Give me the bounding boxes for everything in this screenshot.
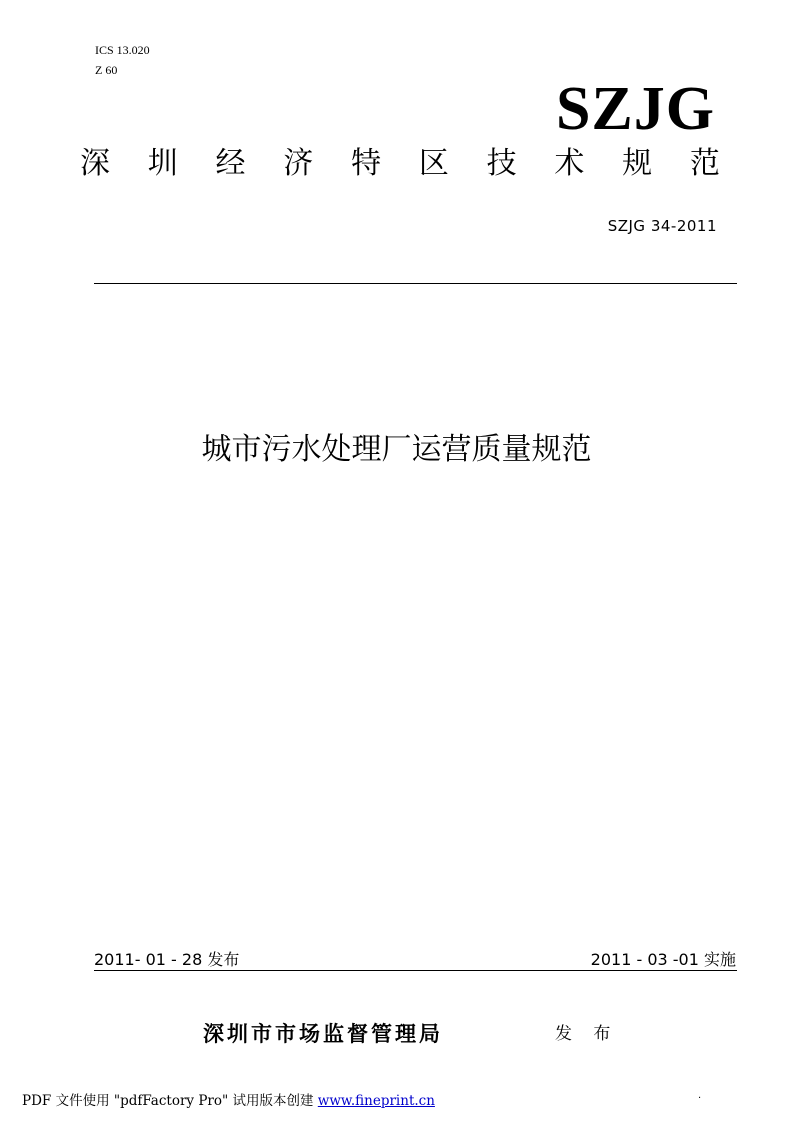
org-char: 特	[351, 146, 382, 181]
header-divider	[94, 283, 737, 284]
org-char: 圳	[147, 146, 178, 181]
org-char: 深	[80, 146, 110, 181]
implement-date: 2011 - 03 -01 实施	[590, 950, 736, 969]
org-char: 范	[689, 146, 720, 181]
standard-code: SZJG 34-2011	[607, 217, 717, 235]
ics-block	[95, 40, 150, 80]
org-char: 经	[215, 146, 246, 181]
fineprint-link[interactable]: www.fineprint.cn	[317, 1093, 435, 1109]
org-char: 技	[486, 146, 517, 181]
footer-text: PDF 文件使用 "pdfFactory Pro" 试用版本创建	[22, 1093, 318, 1109]
szjg-logo: SZJG	[555, 75, 715, 143]
publisher-name: 深圳市市场监督管理局	[203, 1022, 443, 1046]
ics-code: ICS 13.020	[95, 43, 150, 57]
org-char: 区	[418, 146, 449, 181]
classification-code: Z 60	[95, 63, 118, 77]
pdf-footer	[22, 1092, 435, 1110]
publish-label: 发 布	[555, 1024, 619, 1044]
footer-dot: .	[698, 1090, 702, 1101]
issue-date: 2011- 01 - 28 发布	[94, 950, 240, 969]
date-divider	[94, 970, 737, 971]
org-char: 规	[622, 146, 653, 181]
org-char: 济	[283, 146, 314, 181]
org-name	[80, 146, 720, 182]
document-title: 城市污水处理厂运营质量规范	[201, 432, 592, 467]
org-char: 术	[554, 146, 585, 181]
